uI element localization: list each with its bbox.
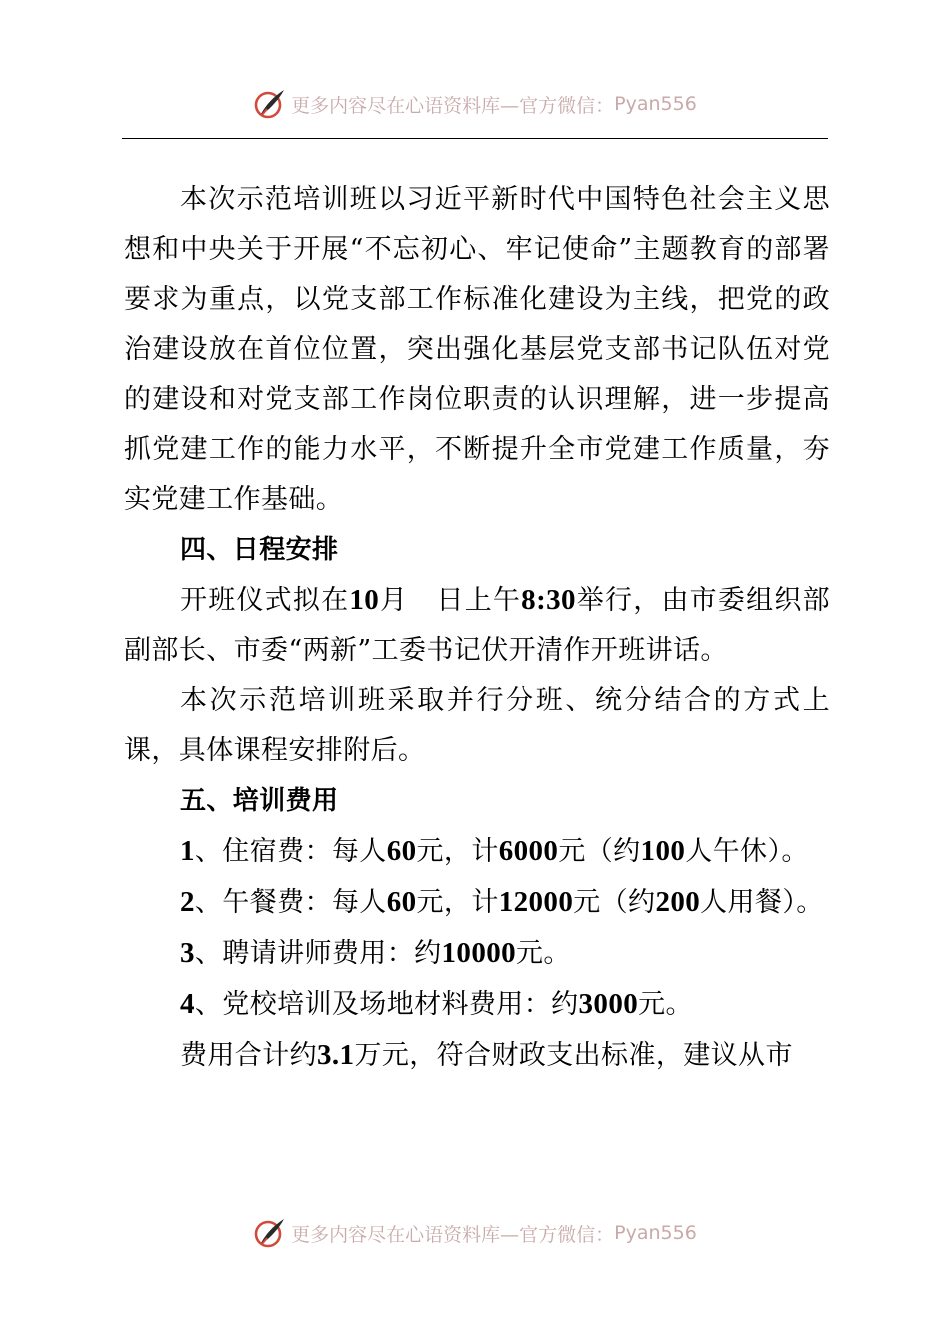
watermark-handle: Pyan556: [614, 1222, 697, 1244]
quill-logo-icon: [253, 1216, 287, 1250]
watermark-text: 更多内容尽在心语资料库—官方微信：: [291, 94, 615, 117]
section-heading-schedule: 四、日程安排: [180, 535, 339, 565]
document-body: [124, 175, 830, 1081]
header-divider: [122, 138, 828, 139]
quill-logo-icon: [253, 87, 287, 121]
fee-item-lodging: 1、住宿费：每人60元，计6000元（约100人午休）。: [180, 835, 809, 867]
watermark-text: 更多内容尽在心语资料库—官方微信：: [291, 1223, 615, 1246]
header-watermark: [0, 84, 950, 124]
paragraph-fee-total: 费用合计约3.1万元，符合财政支出标准，建议从市: [180, 1039, 793, 1071]
time-value: 8:30: [521, 584, 576, 616]
paragraph-training-goal: 本次示范培训班以习近平新时代中国特色社会主义思想和中央关于开展“不忘初心、牢记使命”主题教育的部署要求为重点，以党支部工作标准化建设为主线，把党的政治建设放在首位位置，突出强化基层党支部书记队伍对党的建设和对党支部工作岗位职责的认识理解，进一步提高抓党建工作的能力水平，不断提升全市党建工作质量，夯实党建工作基础。: [124, 184, 830, 515]
watermark-handle: Pyan556: [614, 93, 697, 115]
section-heading-fees: 五、培训费用: [180, 786, 339, 816]
total-amount: 3.1: [317, 1039, 355, 1071]
fee-item-lunch: 2、午餐费：每人60元，计12000元（约200人用餐）。: [180, 886, 824, 918]
paragraph-opening-ceremony: 开班仪式拟在10月 日上午8:30举行，由市委组织部副部长、市委“两新”工委书记伏开清作开班讲话。: [124, 584, 830, 666]
footer-watermark: [0, 1213, 950, 1253]
month-value: 10: [349, 584, 380, 616]
fee-item-lecturer: 3、聘请讲师费用：约10000元。: [180, 937, 571, 969]
fee-item-venue: 4、党校培训及场地材料费用：约3000元。: [180, 988, 693, 1020]
paragraph-course-arrangement: 本次示范培训班采取并行分班、统分结合的方式上课，具体课程安排附后。: [124, 685, 830, 766]
